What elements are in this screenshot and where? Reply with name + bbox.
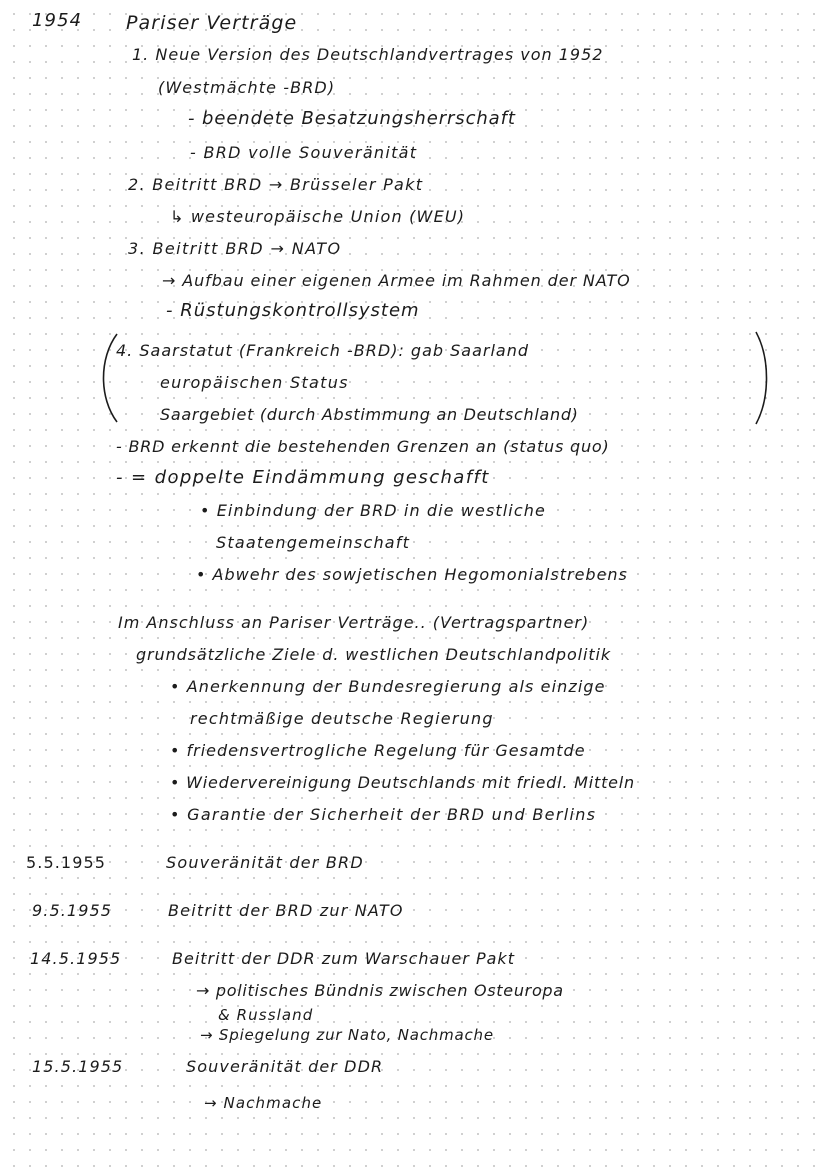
note-line: ↳ westeuropäische Union (WEU)	[170, 207, 466, 226]
right-bracket	[752, 328, 774, 428]
note-line: - Rüstungskontrollsystem	[166, 300, 420, 321]
note-line: - = doppelte Eindämmung geschafft	[116, 467, 490, 488]
note-line: → Aufbau einer eigenen Armee im Rahmen der NATO	[162, 271, 631, 290]
note-line: Im Anschluss an Pariser Verträge.. (Vertragspartner)	[118, 613, 590, 632]
note-line: - beendete Besatzungsherrschaft	[188, 108, 516, 129]
note-line: rechtmäßige deutsche Regierung	[190, 709, 494, 728]
note-line: & Russland	[218, 1006, 314, 1024]
year-1954: 1954	[32, 10, 83, 31]
note-line: Staatengemeinschaft	[216, 533, 411, 552]
note-line: 4. Saarstatut (Frankreich -BRD): gab Saarland	[116, 341, 530, 360]
note-line: europäischen Status	[160, 373, 349, 392]
note-line: Saargebiet (durch Abstimmung an Deutschland)	[160, 405, 579, 424]
bullet-line: • Anerkennung der Bundesregierung als einzige	[170, 677, 606, 696]
note-line: (Westmächte -BRD)	[158, 78, 336, 97]
date-label: 5.5.1955	[26, 853, 107, 872]
bullet-line: • friedensvertrogliche Regelung für Gesamtde	[170, 741, 586, 760]
note-line: 1. Neue Version des Deutschlandvertrages von 1952	[132, 45, 604, 64]
date-event: Souveränität der DDR	[186, 1057, 384, 1076]
bullet-line: • Garantie der Sicherheit der BRD und Berlins	[170, 805, 597, 824]
date-event: Souveränität der BRD	[166, 853, 364, 872]
date-event: Beitritt der BRD zur NATO	[168, 901, 404, 920]
note-line: - BRD volle Souveränität	[190, 143, 418, 162]
heading-pariser-vertraege: Pariser Verträge	[126, 12, 298, 34]
note-line: - BRD erkennt die bestehenden Grenzen an (status quo)	[116, 437, 610, 456]
date-label: 9.5.1955	[32, 901, 113, 920]
note-line: 3. Beitritt BRD → NATO	[128, 239, 342, 258]
date-label: 14.5.1955	[30, 949, 122, 968]
note-line: → politisches Bündnis zwischen Osteuropa	[196, 981, 564, 1000]
note-line: grundsätzliche Ziele d. westlichen Deutschlandpolitik	[136, 645, 612, 664]
note-line: → Spiegelung zur Nato, Nachmache	[200, 1026, 494, 1044]
date-event: Beitritt der DDR zum Warschauer Pakt	[172, 949, 515, 968]
note-line: 2. Beitritt BRD → Brüsseler Pakt	[128, 175, 424, 194]
note-line: → Nachmache	[204, 1094, 323, 1112]
bullet-line: • Einbindung der BRD in die westliche	[200, 501, 546, 520]
bullet-line: • Wiedervereinigung Deutschlands mit friedl. Mitteln	[170, 773, 635, 792]
date-label: 15.5.1955	[32, 1057, 124, 1076]
bullet-line: • Abwehr des sowjetischen Hegomonialstrebens	[196, 565, 628, 584]
